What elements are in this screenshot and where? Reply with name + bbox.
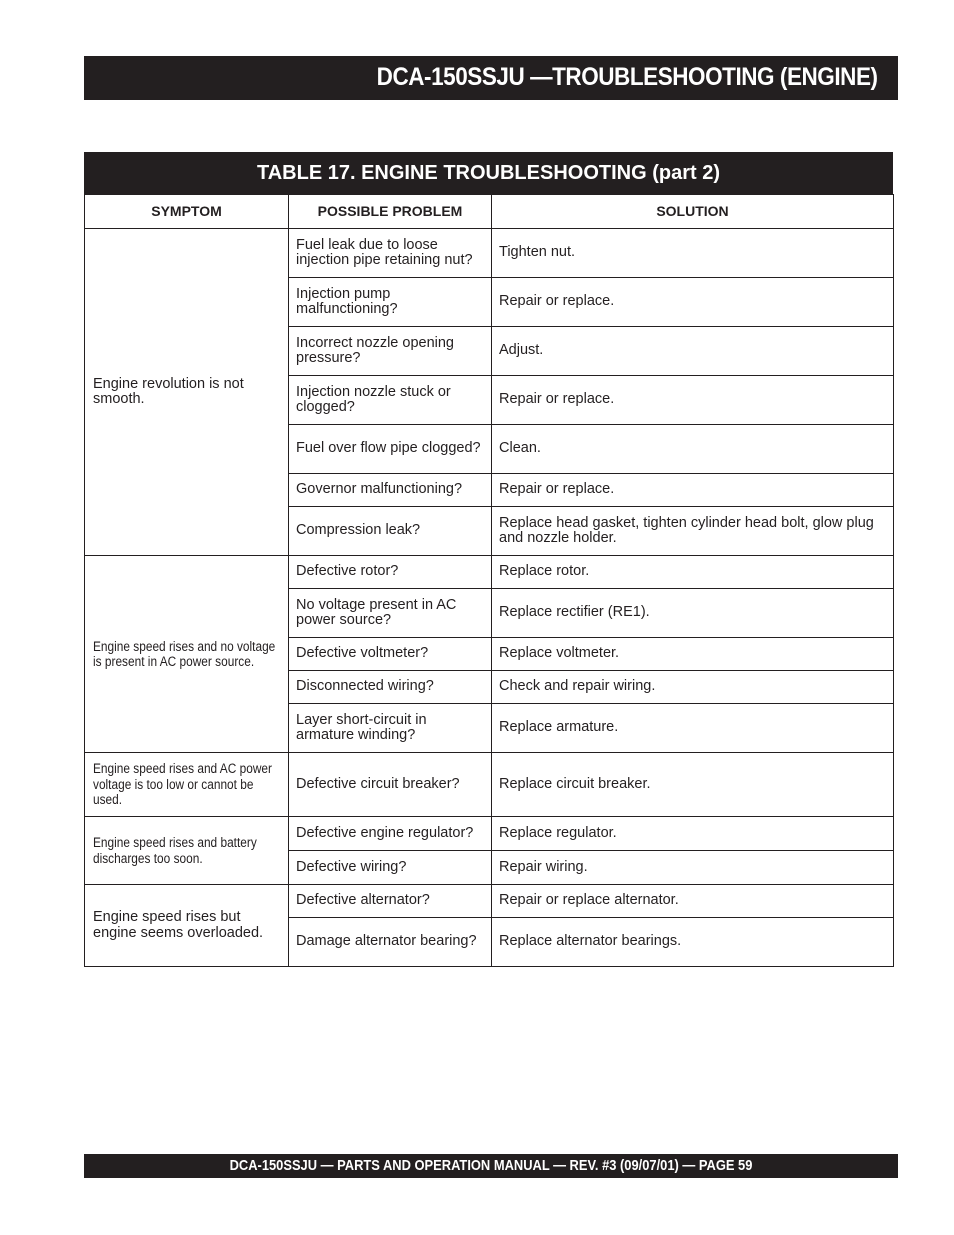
footer-text: DCA-150SSJU — PARTS AND OPERATION MANUAL — REV. #3 (09/07/01) — PAGE 59 (229, 1157, 753, 1174)
column-header-solution: SOLUTION (492, 195, 894, 229)
solution-cell: Replace rectifier (RE1). (492, 589, 894, 638)
solution-cell: Replace head gasket, tighten cylinder head bolt, glow plug and nozzle holder. (492, 507, 894, 556)
problem-cell: Defective rotor? (289, 556, 492, 589)
table-row (85, 229, 894, 278)
table-title: TABLE 17. ENGINE TROUBLESHOOTING (part 2) (84, 152, 893, 194)
symptom-cell (85, 817, 289, 885)
page-title: DCA-150SSJU —TROUBLESHOOTING (ENGINE) (377, 63, 878, 91)
solution-cell: Tighten nut. (492, 229, 894, 278)
column-header-symptom: SYMPTOM (85, 195, 289, 229)
problem-cell: Defective wiring? (289, 851, 492, 885)
problem-cell: Incorrect nozzle opening pressure? (289, 327, 492, 376)
problem-cell: Injection nozzle stuck or clogged? (289, 376, 492, 425)
troubleshooting-table-block (84, 152, 893, 967)
problem-cell: No voltage present in AC power source? (289, 589, 492, 638)
solution-cell: Replace regulator. (492, 817, 894, 851)
page-footer (84, 1154, 898, 1178)
solution-cell: Replace alternator bearings. (492, 918, 894, 967)
solution-cell: Replace voltmeter. (492, 638, 894, 671)
solution-cell: Repair or replace. (492, 278, 894, 327)
solution-cell: Replace rotor. (492, 556, 894, 589)
solution-cell: Replace armature. (492, 704, 894, 753)
table-row (85, 556, 894, 589)
solution-cell: Repair wiring. (492, 851, 894, 885)
symptom-text: Engine speed rises and AC power voltage is too low or cannot be used. (93, 761, 272, 808)
solution-cell: Repair or replace alternator. (492, 885, 894, 918)
table-header-row (85, 195, 894, 229)
problem-cell: Damage alternator bearing? (289, 918, 492, 967)
symptom-text: Engine speed rises and battery discharges too soon. (93, 835, 257, 866)
solution-cell: Adjust. (492, 327, 894, 376)
problem-cell: Fuel over flow pipe clogged? (289, 425, 492, 474)
problem-cell: Compression leak? (289, 507, 492, 556)
table-row (85, 817, 894, 851)
solution-cell: Repair or replace. (492, 376, 894, 425)
problem-cell: Layer short-circuit in armature winding? (289, 704, 492, 753)
troubleshooting-table (84, 194, 894, 967)
table-row (85, 885, 894, 918)
problem-cell: Defective voltmeter? (289, 638, 492, 671)
problem-cell: Defective circuit breaker? (289, 753, 492, 817)
solution-cell: Check and repair wiring. (492, 671, 894, 704)
problem-cell: Disconnected wiring? (289, 671, 492, 704)
page-header (84, 56, 898, 100)
symptom-cell: Engine speed rises but engine seems overloaded. (85, 885, 289, 967)
symptom-cell (85, 556, 289, 753)
solution-cell: Replace circuit breaker. (492, 753, 894, 817)
problem-cell: Defective alternator? (289, 885, 492, 918)
symptom-cell (85, 753, 289, 817)
symptom-text: Engine speed rises and no voltage is present in AC power source. (93, 638, 276, 669)
problem-cell: Governor malfunctioning? (289, 474, 492, 507)
column-header-problem: POSSIBLE PROBLEM (289, 195, 492, 229)
problem-cell: Defective engine regulator? (289, 817, 492, 851)
solution-cell: Repair or replace. (492, 474, 894, 507)
symptom-cell: Engine revolution is not smooth. (85, 229, 289, 556)
problem-cell: Fuel leak due to loose injection pipe retaining nut? (289, 229, 492, 278)
problem-cell: Injection pump malfunctioning? (289, 278, 492, 327)
table-row (85, 753, 894, 817)
solution-cell: Clean. (492, 425, 894, 474)
